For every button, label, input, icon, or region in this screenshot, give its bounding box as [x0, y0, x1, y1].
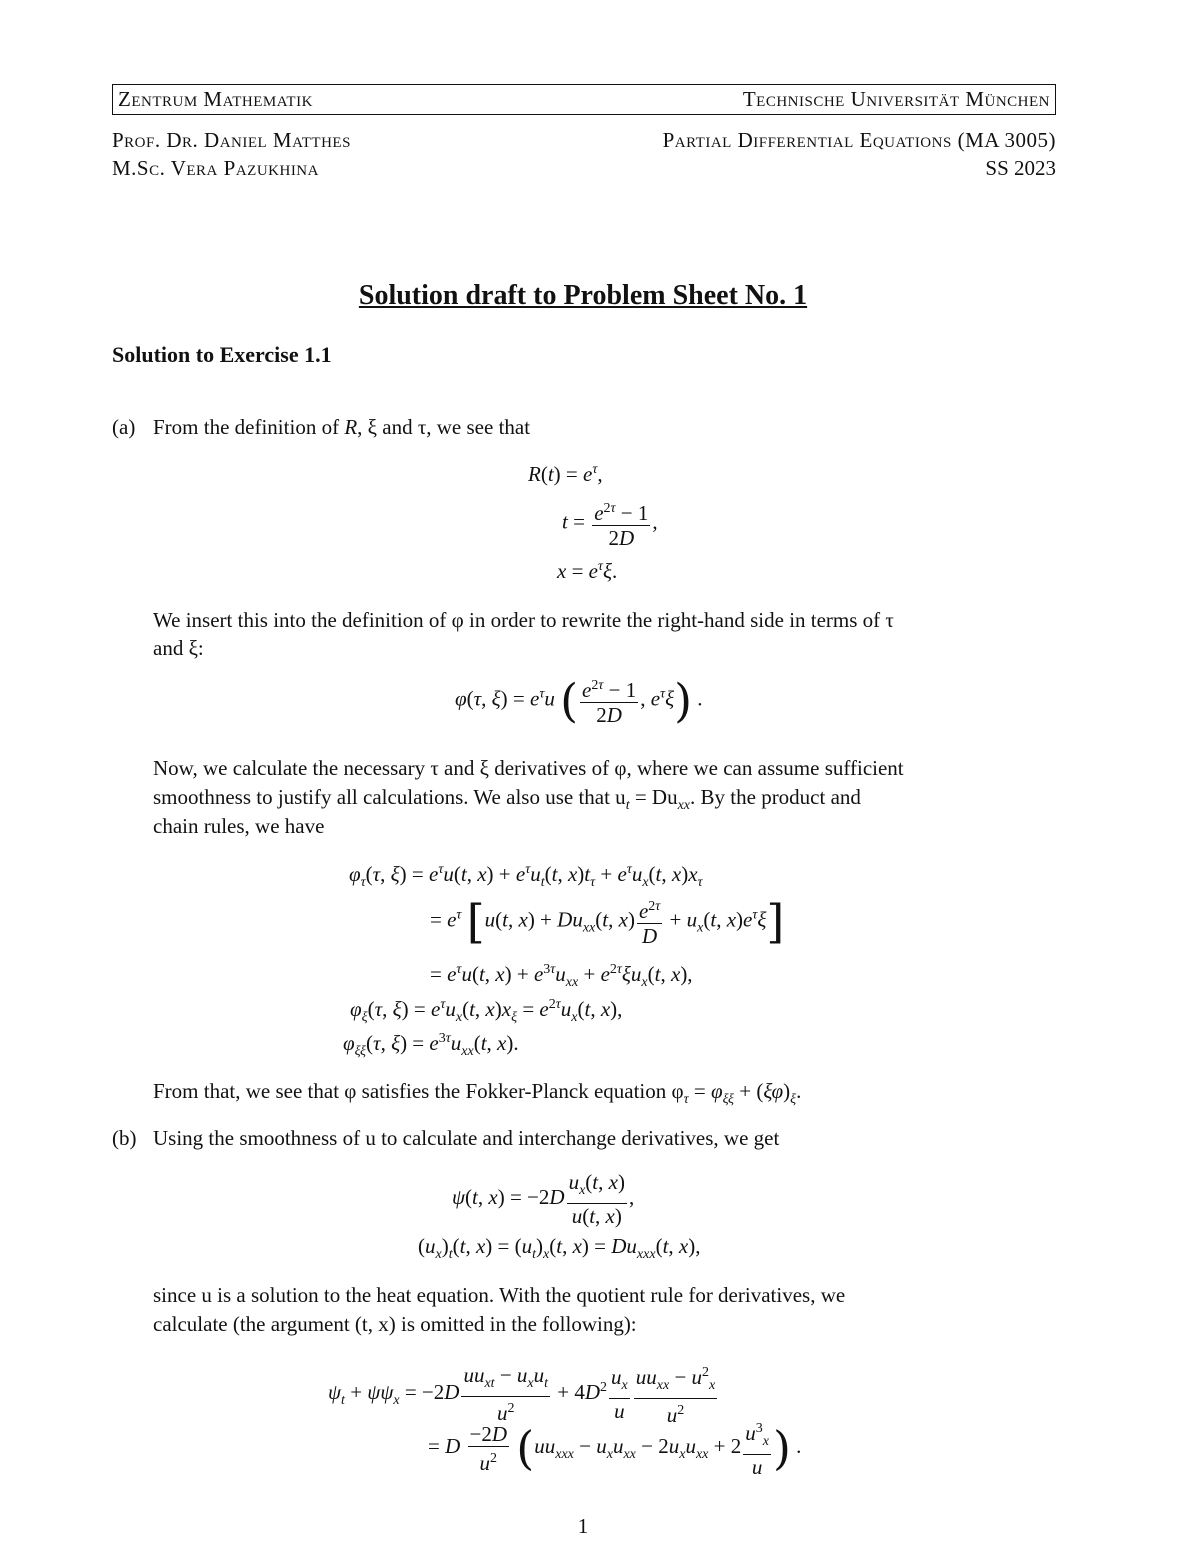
now-text-line1: Now, we calculate the necessary τ and ξ derivatives of φ, where we can assume sufficient [153, 756, 904, 780]
section-heading: Solution to Exercise 1.1 [112, 342, 332, 367]
header-left-top: Zentrum Mathematik [118, 87, 313, 111]
since-text-line1: since u is a solution to the heat equation. With the quotient rule for derivatives, we [153, 1283, 846, 1307]
header-term: SS 2023 [985, 156, 1056, 180]
header-right-top: Technische Universität München [742, 87, 1050, 111]
header-assistant: M.Sc. Vera Pazukhina [112, 156, 319, 180]
part-a-intro: From the definition of R, ξ and τ, we see that [153, 415, 531, 439]
equation-R: $R(t) = e^\tau$, [528, 462, 603, 486]
part-b-label: (b) [112, 1126, 137, 1150]
equation-burgers-1: $\psi_t + \psi\psi_x = -2D$ $\frac{uu_{xt} - u_xu_t}{u^2}$ + $4D^2$ $\frac{u_x}{u}$ $\frac{uu_{xx} - u^2_x}{u^2}$ [328, 1363, 716, 1428]
equation-phi-tau-3: = $e^\tau u(t$, $x) + e^{3\tau}u_{xx} + e^{2\tau}\xi u_x(t$, x), [430, 962, 693, 991]
since-text-line2: calculate (the argument (t, x) is omitted in the following): [153, 1312, 637, 1336]
insert-text-line2: and ξ: [153, 636, 204, 660]
part-a-label: (a) [112, 415, 136, 439]
equation-phi-xixi: $\varphi_{\xi\xi}(\tau$, $\xi) = e^{3\tau}u_{xx}(t$, x). [343, 1031, 519, 1060]
now-text-line2: smoothness to justify all calculations. We also use that $u_t = Du_{xx}$. By the product and [153, 785, 861, 814]
conclusion-text: From that, we see that φ satisfies the Fokker-Planck equation $\varphi_\tau = \varphi_{\xi\xi} + (\xi\varphi)_\xi$. [153, 1079, 802, 1108]
header-professor: Prof. Dr. Daniel Matthes [112, 128, 351, 152]
equation-t: t = $\frac{e^{2\tau} - 1}{2D}$ , [562, 498, 658, 549]
header-course: Partial Differential Equations (MA 3005) [662, 128, 1056, 152]
equation-phi-tau-2: = $e^\tau$ [u(t, $x) + Du_{xx}(t$, x) $\frac{e^{2\tau}}{D}$ + $u_x(t$, $x)e^\tau\xi$] [430, 894, 785, 949]
equation-phi-tau-1: $\varphi_\tau(\tau$, $\xi) = e^\tau u(t$, $x) + e^\tau u_t(t$, $x)t_\tau + e^\tau u_x(t$, $x)x_\tau$ [349, 862, 703, 891]
page-number: 1 [577, 1514, 589, 1538]
insert-text-line1: We insert this into the definition of φ in order to rewrite the right-hand side in terms of τ [153, 608, 894, 632]
equation-burgers-2: = D $\frac{-2D}{u^2}$ ($uu_{xxx} - u_xu_{xx} - 2u_xu_{xx} + 2$ $\frac{u^3_x}{u}$ ) . [428, 1418, 801, 1478]
equation-phi-xi: $\varphi_\xi(\tau$, $\xi) = e^\tau u_x(t$, $x)x_\xi = e^{2\tau}u_x(t$, x), [350, 997, 623, 1026]
equation-phi-definition: φ(τ, $\xi) = e^\tau u$ ( $\frac{e^{2\tau} - 1}{2D}$ , $e^\tau\xi$) . [455, 673, 703, 728]
equation-x: $x = e^\tau\xi$. [557, 559, 618, 583]
page-title: Solution draft to Problem Sheet No. 1 [358, 280, 808, 311]
part-b-intro: Using the smoothness of u to calculate and interchange derivatives, we get [153, 1126, 780, 1150]
equation-ux-t: $(u_x)_t(t$, $x) = (u_t)_x(t$, $x) = Du_{xxx}(t$, x), [418, 1234, 701, 1263]
now-text-line3: chain rules, we have [153, 814, 325, 838]
equation-psi: ψ(t, x) = −2D $\frac{u_x(t, x)}{u(t, x)}$ , [452, 1170, 635, 1229]
